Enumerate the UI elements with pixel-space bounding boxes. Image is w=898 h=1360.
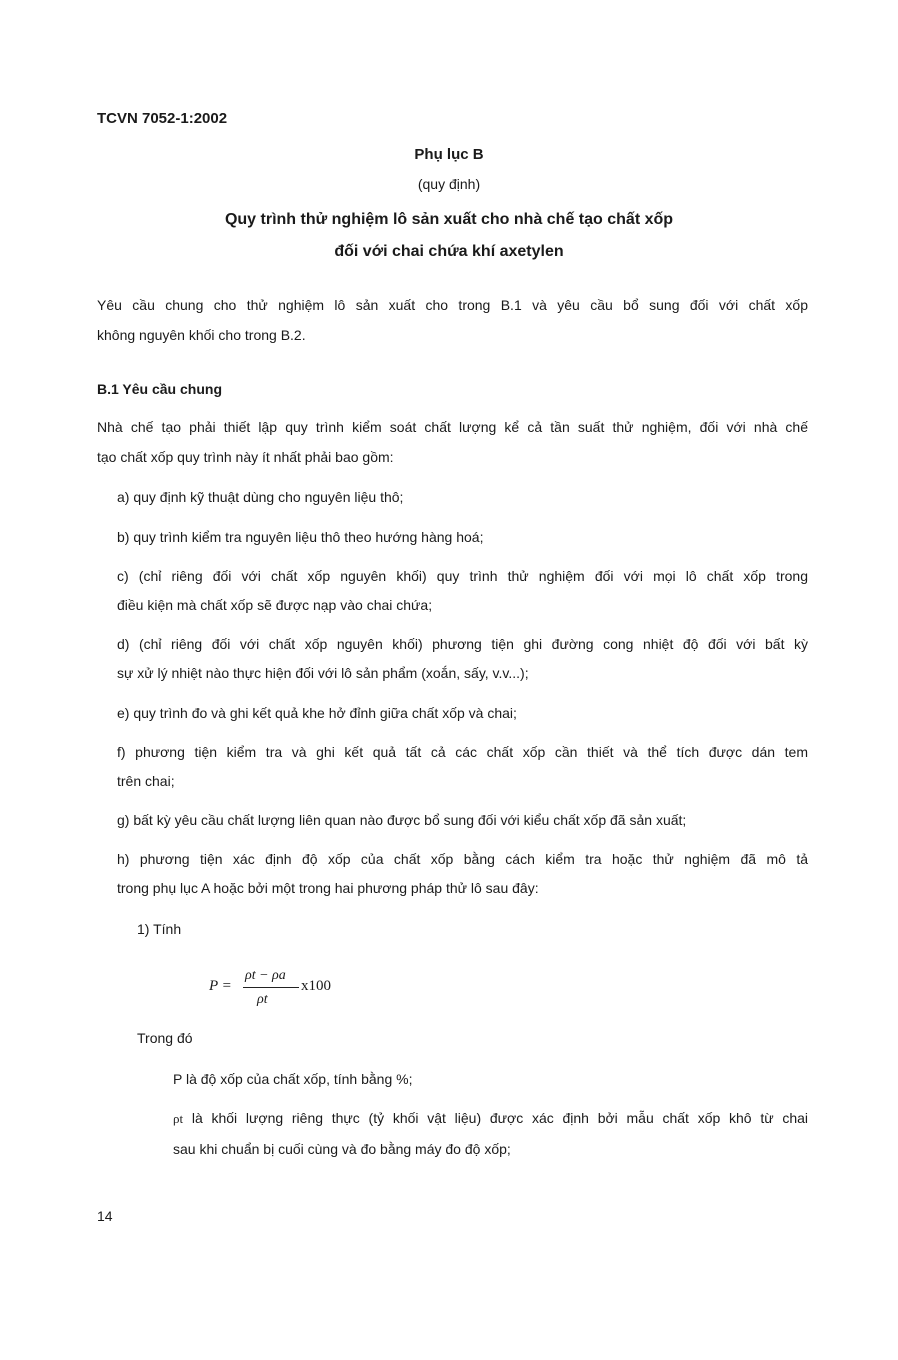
- list-item-h-line-1: h) phương tiện xác định độ xốp của chất xốp bằng cách kiểm tra hoặc thử nghiệm đã mô tả: [117, 851, 808, 867]
- intro-line-2: không nguyên khối cho trong B.2.: [97, 327, 306, 343]
- list-item-g: g) bất kỳ yêu cầu chất lượng liên quan nào được bổ sung đối với kiểu chất xốp đã sản xuất;: [117, 812, 687, 828]
- formula-lhs: P =: [209, 978, 232, 994]
- intro-line-1: Yêu cầu chung cho thử nghiệm lô sản xuất cho trong B.1 và yêu cầu bổ sung đối với chất xốp: [97, 297, 808, 313]
- annex-title: Phụ lục B: [414, 146, 484, 163]
- definition-p: P là độ xốp của chất xốp, tính bằng %;: [173, 1071, 413, 1087]
- list-item-h-line-2: trong phụ lục A hoặc bởi một trong hai phương pháp thử lô sau đây:: [117, 880, 539, 896]
- section-heading: B.1 Yêu cầu chung: [97, 381, 222, 397]
- page-number: 14: [97, 1208, 113, 1224]
- where-label: Trong đó: [137, 1030, 193, 1046]
- list-item-f-line-1: f) phương tiện kiểm tra và ghi kết quả tất cả các chất xốp cần thiết và thể tích được dán tem: [117, 744, 808, 760]
- annex-heading-line-2: đối với chai chứa khí axetylen: [334, 243, 564, 260]
- rho-symbol: ρt: [173, 1111, 184, 1126]
- definition-rho-line-2: sau khi chuẩn bị cuối cùng và đo bằng máy đo độ xốp;: [173, 1141, 511, 1157]
- list-item-f-line-2: trên chai;: [117, 773, 175, 789]
- rho-definition-text: là khối lượng riêng thực (tỷ khối vật liệu) được xác định bởi mẫu chất xốp khô từ chai: [183, 1110, 808, 1126]
- formula-fraction-bar: [243, 987, 299, 988]
- list-item-b: b) quy trình kiểm tra nguyên liệu thô theo hướng hàng hoá;: [117, 529, 484, 545]
- list-item-e: e) quy trình đo và ghi kết quả khe hở đỉnh giữa chất xốp và chai;: [117, 705, 517, 721]
- section-para-line-1: Nhà chế tạo phải thiết lập quy trình kiểm soát chất lượng kể cả tần suất thử nghiệm, đối với nhà chế: [97, 419, 808, 435]
- list-item-a: a) quy định kỹ thuật dùng cho nguyên liệu thô;: [117, 489, 404, 505]
- list-item-c-line-1: c) (chỉ riêng đối với chất xốp nguyên khối) quy trình thử nghiệm đối với mọi lô chất xốp trong: [117, 568, 808, 584]
- list-item-d-line-2: sự xử lý nhiệt nào thực hiện đối với lô sản phẩm (xoắn, sấy, v.v...);: [117, 665, 529, 681]
- annex-heading-line-1: Quy trình thử nghiệm lô sản xuất cho nhà chế tạo chất xốp: [224, 211, 674, 228]
- formula-denominator: ρt: [257, 992, 268, 1007]
- annex-type: (quy định): [417, 176, 481, 192]
- section-para-line-2: tạo chất xốp quy trình này ít nhất phải bao gồm:: [97, 449, 394, 465]
- list-item-d-line-1: d) (chỉ riêng đối với chất xốp nguyên khối) phương tiện ghi đường cong nhiệt độ đối với bất kỳ: [117, 636, 808, 652]
- standard-code: TCVN 7052-1:2002: [97, 110, 228, 127]
- formula-numerator: ρt − ρa: [245, 968, 286, 983]
- definition-rho-line-1: [173, 1110, 808, 1127]
- list-item-c-line-2: điều kiện mà chất xốp sẽ được nạp vào chai chứa;: [117, 597, 433, 613]
- porosity-formula: [209, 968, 349, 1016]
- formula-tail: x100: [301, 978, 331, 994]
- subitem-label: 1) Tính: [137, 921, 182, 937]
